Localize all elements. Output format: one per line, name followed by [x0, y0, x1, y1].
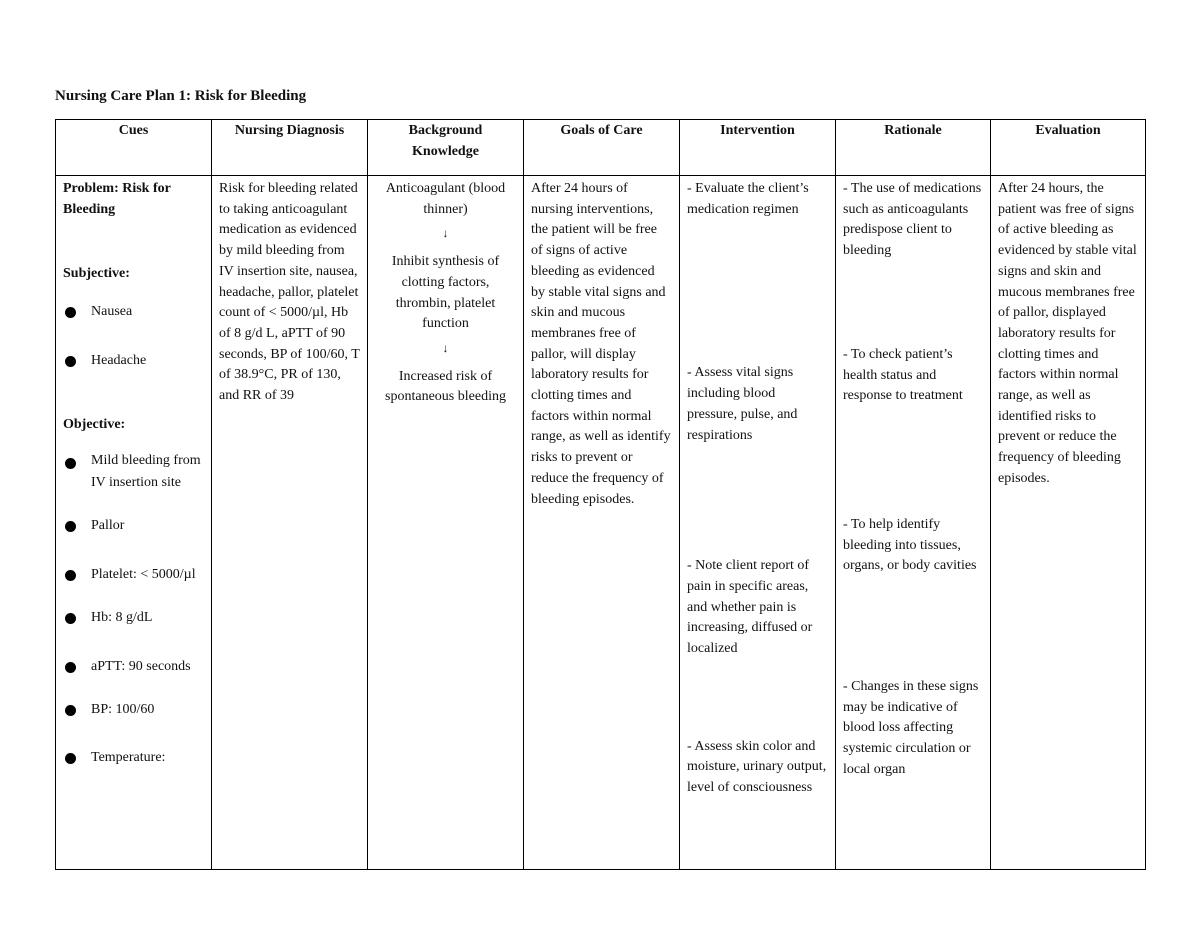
- header-evaluation: Evaluation: [991, 120, 1146, 176]
- objective-item: aPTT: 90 seconds: [63, 654, 204, 680]
- objective-item: Pallor: [63, 513, 204, 539]
- intervention-item: - Assess vital signs including blood pressure, pulse, and respirations: [687, 365, 798, 443]
- background-step: Anticoagulant (blood thinner): [385, 181, 506, 217]
- background-step: Inhibit synthesis of clotting factors, thrombin, platelet function: [391, 254, 500, 332]
- subjective-label: Subjective:: [63, 266, 130, 282]
- arrow-down-icon: ↓: [442, 340, 449, 355]
- header-intervention: Intervention: [680, 120, 836, 176]
- background-step: Increased risk of spontaneous bleeding: [385, 368, 506, 405]
- rationale-item: - To check patient’s health status and response to treatment: [843, 346, 963, 404]
- intervention-item: - Evaluate the client’s medication regimen: [687, 181, 809, 217]
- rationale-cell: [836, 176, 991, 870]
- arrow-down-icon: ↓: [442, 226, 449, 241]
- header-cues: Cues: [56, 120, 212, 176]
- goals-of-care-cell: After 24 hours of nursing interventions, the patient will be free of signs of active bleeding as evidenced by stable vital signs and skin and mucous membranes free of pallor, will display laboratory results for clotting times and factors within normal range, as well as identify risks to prevent or reduce the frequency of bleeding episodes.: [524, 176, 680, 870]
- header-nursing-diagnosis: Nursing Diagnosis: [212, 120, 368, 176]
- rationale-item: - The use of medications such as anticoagulants predispose client to bleeding: [843, 181, 982, 259]
- cues-cell: [56, 176, 212, 870]
- objective-item: Temperature:: [63, 745, 204, 771]
- header-row: [56, 120, 1146, 176]
- header-goals-of-care: Goals of Care: [524, 120, 680, 176]
- objective-label: Objective:: [63, 417, 126, 433]
- objective-item: Platelet: < 5000/µl: [63, 562, 204, 588]
- evaluation-cell: After 24 hours, the patient was free of signs of active bleeding as evidenced by stable vital signs and skin and mucous membranes free of pallor, displayed laboratory results for clotting times and factors within normal range, as well as identified risks to prevent or reduce the frequency of bleeding episodes.: [991, 176, 1146, 870]
- subjective-item: Headache: [63, 348, 204, 374]
- header-rationale: Rationale: [836, 120, 991, 176]
- nursing-diagnosis-cell: Risk for bleeding related to taking anticoagulant medication as evidenced by mild bleeding from IV insertion site, nausea, headache, pallor, platelet count of < 5000/µl, Hb of 8 g/d L, aPTT of 90 seconds, BP of 100/60, T of 38.9°C, PR of 130, and RR of 39: [212, 176, 368, 870]
- objective-item: Mild bleeding from IV insertion site: [63, 450, 204, 494]
- intervention-item: - Assess skin color and moisture, urinary output, level of consciousness: [687, 738, 827, 796]
- objective-item: BP: 100/60: [63, 697, 204, 723]
- page-title: Nursing Care Plan 1: Risk for Bleeding: [55, 88, 307, 104]
- problem-label: Problem: Risk for Bleeding: [63, 181, 171, 217]
- rationale-item: - To help identify bleeding into tissues, organs, or body cavities: [843, 516, 977, 574]
- table-row: [56, 176, 1146, 870]
- intervention-item: - Note client report of pain in specific areas, and whether pain is increasing, diffused or localized: [687, 558, 813, 657]
- objective-item: Hb: 8 g/dL: [63, 605, 204, 631]
- header-background-knowledge: Background Knowledge: [368, 120, 524, 176]
- rationale-item: - Changes in these signs may be indicative of blood loss affecting systemic circulation or local organ: [843, 679, 979, 777]
- subjective-item: Nausea: [63, 299, 204, 325]
- care-plan-table: [55, 119, 1146, 870]
- intervention-cell: [680, 176, 836, 870]
- background-knowledge-cell: [368, 176, 524, 870]
